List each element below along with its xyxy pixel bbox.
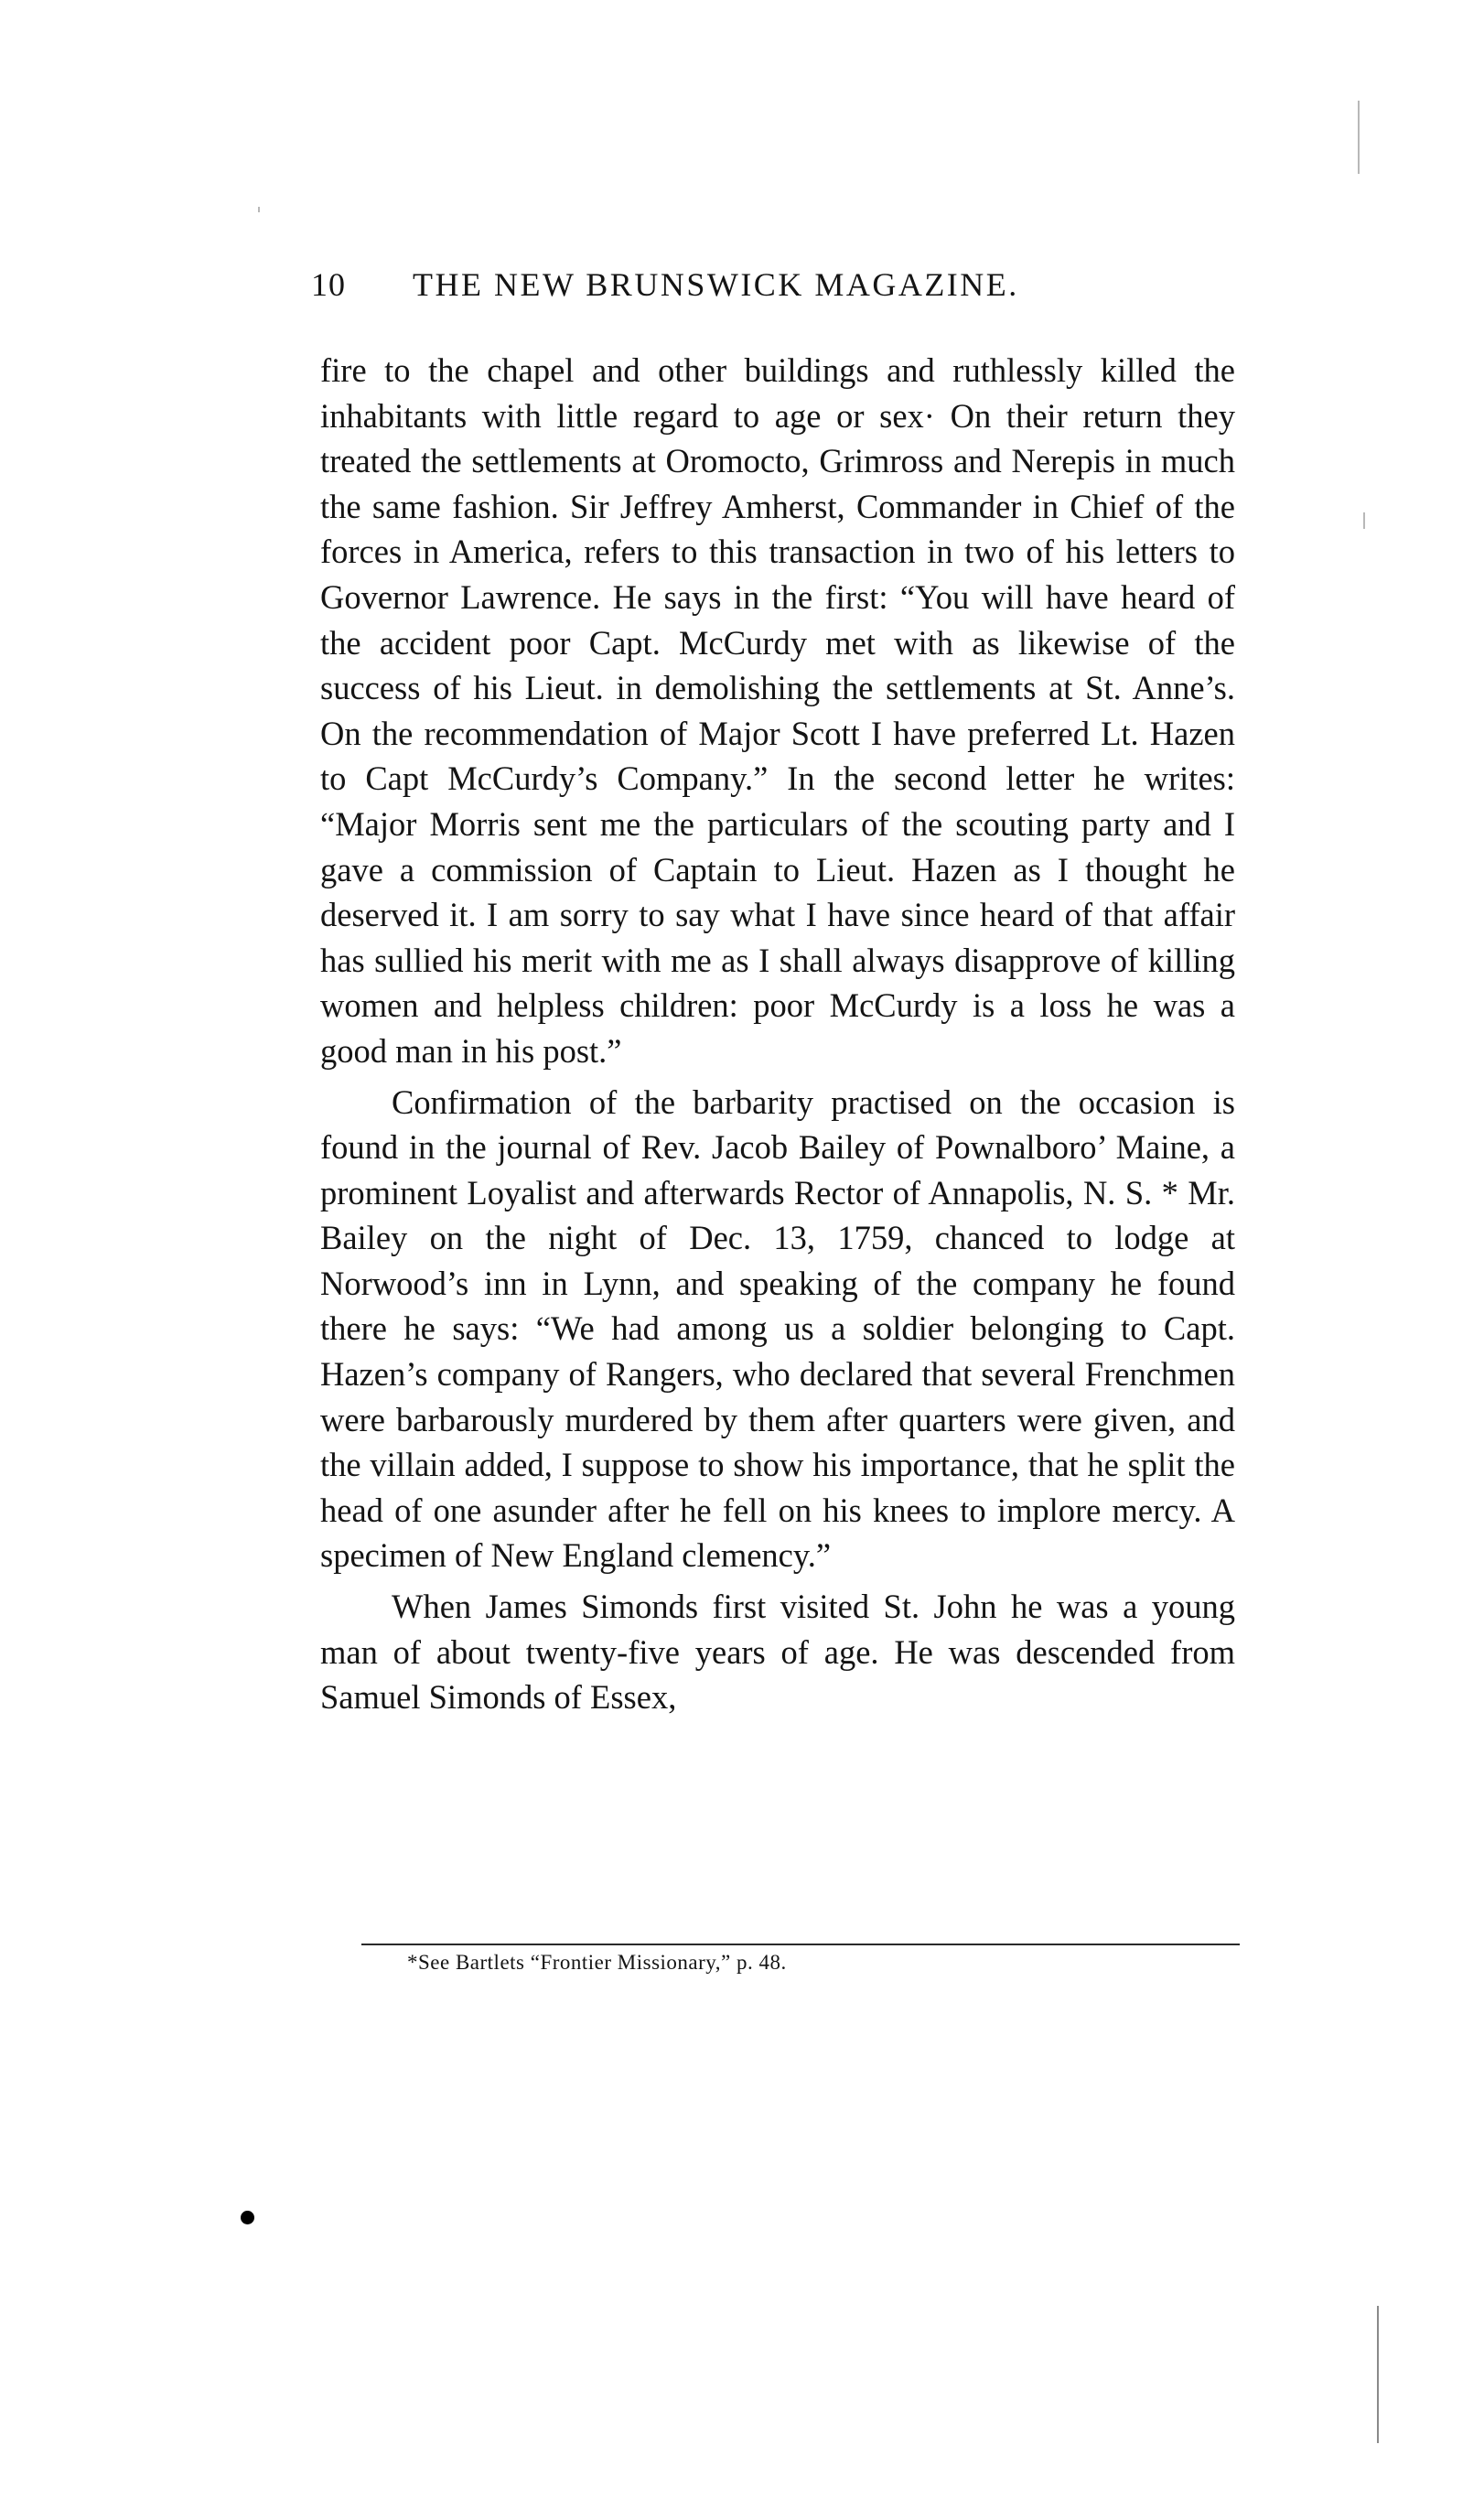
scan-speck	[1363, 512, 1365, 529]
running-title: THE NEW BRUNSWICK MAGAZINE.	[413, 266, 1019, 303]
scan-dot-mark	[241, 2211, 254, 2224]
page-header	[311, 265, 1235, 329]
paragraph-continuation: fire to the chapel and other buildings and ruthlessly killed the inhabitants with little regard to age or sex· On their return they treated the settlements at Oromocto, Grimross and Nerepis in much the same fashion. Sir Jeffrey Amherst, Commander in Chief of the forces in America, refers to this transaction in two of his letters to Governor Lawrence. He says in the first: “You will have heard of the accident poor Capt. McCurdy met with as likewise of the success of his Lieut. in demolishing the settlements at St. Anne’s. On the recommendation of Major Scott I have preferred Lt. Hazen to Capt McCurdy’s Company.” In the second letter he writes: “Major Morris sent me the particulars of the scouting party and I gave a commission of Captain to Lieut. Hazen as I thought he deserved it. I am sorry to say what I have since heard of that affair has sullied his merit with me as I shall always disapprove of killing women and helpless children: poor McCurdy is a loss he was a good man in his post.”	[320, 351, 1235, 1070]
paragraph-confirmation: Confirmation of the barbarity practised on the occasion is found in the journal of Rev. Jacob Bailey of Pownalboro’ Maine, a prominent Loyalist and afterwards Rector of Annapolis, N. S. * Mr. Bailey on the night of Dec. 13, 1759, chanced to lodge at Norwood’s inn in Lynn, and speaking of the company he found there he says: “We had among us a soldier belonging to Capt. Hazen’s company of Rangers, who declared that several Frenchmen were barbarously murdered by them after quarters were given, and the villain added, I suppose to show his importance, that he split the head of one asunder after he fell on his knees to implore mercy. A specimen of New England clemency.”	[320, 1082, 1235, 1575]
paragraph-james-simonds: When James Simonds first visited St. John he was a young man of about twenty-five years of age. He was descended from Samuel Simonds of Essex,	[320, 1588, 1235, 1717]
scan-speck	[1358, 101, 1360, 174]
body-text	[320, 348, 1235, 1720]
page-number: 10	[311, 266, 346, 303]
footnote: *See Bartlets “Frontier Missionary,” p. 48.	[407, 1951, 787, 1974]
scan-speck	[1377, 2306, 1379, 2443]
footnote-rule	[361, 1944, 1240, 1945]
scan-speck	[258, 207, 260, 212]
